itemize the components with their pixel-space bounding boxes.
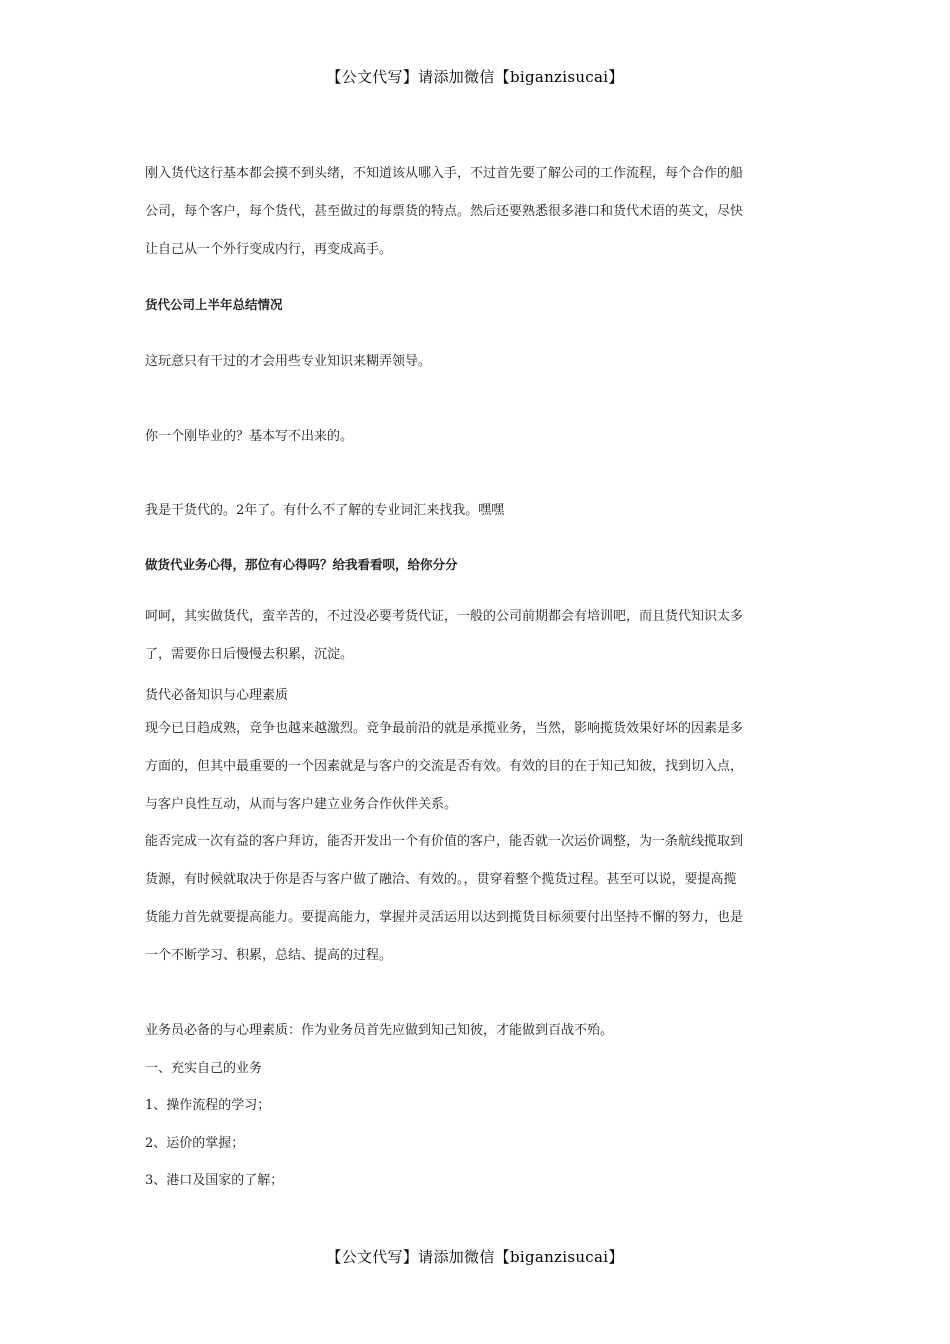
text-line: 了，需要你日后慢慢去积累，沉淀。 — [145, 647, 354, 662]
subheading-knowledge: 货代必备知识与心理素质 — [145, 688, 289, 703]
text-line: 方面的，但其中最重要的一个因素就是与客户的交流是否有效。有效的目的在于知己知彼，找到切入点， — [145, 759, 744, 774]
text-line: 现今已日趋成熟，竞争也越来越激烈。竞争最前沿的就是承揽业务，当然，影响揽货效果好坏的因素是多 — [145, 721, 744, 736]
paragraph-client-visit — [145, 823, 807, 975]
list-item: 3、港口及国家的了解； — [145, 1173, 284, 1188]
paragraph-comment-3: 我是干货代的。2年了。有什么不了解的专业词汇来找我。嘿嘿 — [145, 503, 505, 518]
text-line: 让自己从一个外行变成内行，再变成高手。 — [145, 242, 393, 257]
text-line: 一个不断学习、积累，总结、提高的过程。 — [145, 948, 393, 963]
paragraph-comment-2: 你一个刚毕业的？基本写不出来的。 — [145, 429, 354, 444]
text-line: 与客户良性互动，从而与客户建立业务合作伙伴关系。 — [145, 797, 458, 812]
section-heading-summary: 货代公司上半年总结情况 — [145, 297, 283, 312]
text-line: 呵呵，其实做货代，蛮辛苦的，不过没必要考货代证，一般的公司前期都会有培训吧，而且货代知识太多 — [145, 609, 744, 624]
text-line: 能否完成一次有益的客户拜访，能否开发出一个有价值的客户，能否就一次运价调整，为一条航线揽取到 — [145, 834, 744, 849]
text-line: 公司，每个客户，每个货代，甚至做过的每票货的特点。然后还要熟悉很多港口和货代术语的英文，尽快 — [145, 204, 744, 219]
text-line: 货能力首先就要提高能力。要提高能力，掌握并灵活运用以达到揽货目标须要付出坚持不懈的努力，也是 — [145, 910, 744, 925]
list-item: 1、操作流程的学习； — [145, 1098, 271, 1113]
paragraph-intro — [145, 155, 807, 269]
paragraph-answer — [145, 598, 807, 674]
paragraph-comment-1: 这玩意只有干过的才会用些专业知识来糊弄领导。 — [145, 354, 432, 369]
text-line: 货源，有时候就取决于你是否与客户做了融洽、有效的。，贯穿着整个揽货过程。甚至可以说，要提高揽 — [145, 872, 737, 887]
list-heading: 一、充实自己的业务 — [145, 1061, 263, 1076]
page-header: 【公文代写】请添加微信【biganzisucai】 — [326, 68, 624, 86]
page-footer: 【公文代写】请添加微信【biganzisucai】 — [326, 1248, 624, 1266]
paragraph-competition — [145, 710, 807, 824]
section-heading-experience: 做货代业务心得，那位有心得吗？给我看看呗，给你分分 — [145, 557, 458, 572]
paragraph-salesperson: 业务员必备的与心理素质：作为业务员首先应做到知己知彼，才能做到百战不殆。 — [145, 1023, 614, 1038]
list-item: 2、运价的掌握； — [145, 1136, 245, 1151]
text-line: 刚入货代这行基本都会摸不到头绪，不知道该从哪入手，不过首先要了解公司的工作流程，每个合作的船 — [145, 166, 744, 181]
